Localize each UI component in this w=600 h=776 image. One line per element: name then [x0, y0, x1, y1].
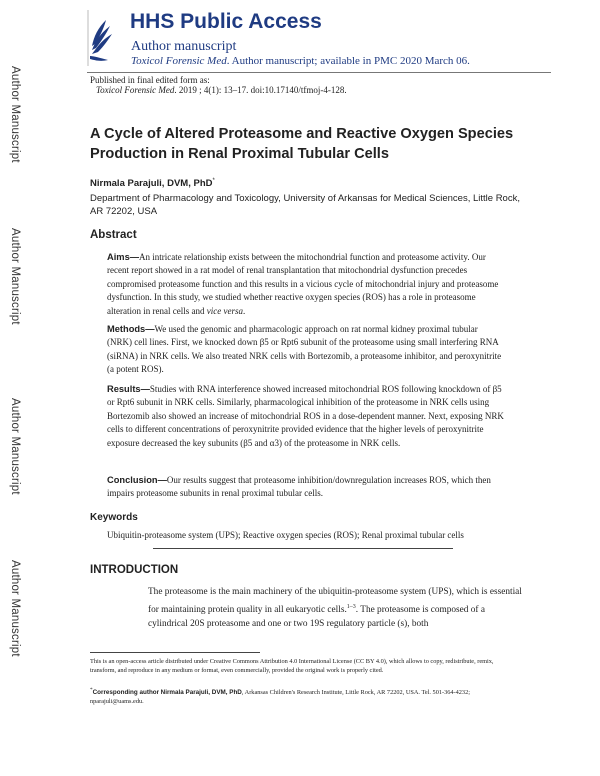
- methods-text: We used the genomic and pharmacologic approach on rat normal kidney proximal tubular (NRK) cell lines. First, we knocked down β5 or Rpt6 subunit of the proteasome using small interfering RNA (siRNA) in NRK cells. We also treated NRK cells with Bortezomib, a proteasome inhibitor, and peroxynitrite (a potent ROS).: [107, 324, 502, 375]
- introduction-paragraph: [148, 585, 524, 632]
- published-final-label: Published in final edited form as:: [90, 75, 210, 85]
- corresponding-label: Corresponding author: [92, 689, 160, 697]
- results-label: Results—: [107, 384, 150, 394]
- intro-ref: 1–3: [346, 603, 356, 610]
- keywords-text: Ubiquitin-proteasome system (UPS); Reactive oxygen species (ROS); Renal proximal tubular cells: [107, 530, 464, 540]
- corresponding-name: Nirmala Parajuli, DVM, PhD: [160, 689, 242, 697]
- sidebar-author-manuscript-1: Author Manuscript: [9, 66, 21, 163]
- availability-text: . Author manuscript; available in PMC 2020 March 06.: [226, 55, 470, 67]
- aims-label: Aims—: [107, 252, 140, 262]
- author-name: [90, 178, 215, 189]
- sidebar-author-manuscript-3: Author Manuscript: [9, 398, 21, 495]
- author-manuscript-label: Author manuscript: [131, 39, 237, 54]
- abstract-methods: [107, 323, 504, 377]
- introduction-heading: INTRODUCTION: [90, 564, 179, 576]
- aims-end: .: [242, 305, 246, 316]
- author-mark: *: [212, 178, 215, 184]
- abstract-results: [107, 383, 504, 450]
- methods-label: Methods—: [107, 324, 155, 334]
- intro-text-cont: . The proteasome is composed of a cylindrical 20S proteasome and one or two 19S regulatory particle (s), both: [148, 604, 485, 630]
- citation-journal: Toxicol Forensic Med: [96, 85, 175, 95]
- abstract-heading: Abstract: [90, 229, 137, 241]
- keywords-heading: Keywords: [90, 512, 138, 523]
- sidebar-author-manuscript-4: Author Manuscript: [9, 560, 21, 657]
- author-name-text: Nirmala Parajuli, DVM, PhD: [90, 178, 213, 190]
- corresponding-text: , Arkansas Children's Research Institute, Little Rock, AR 72202, USA. Tel. 501-364-4232; nparajuli@uams.edu.: [90, 689, 470, 705]
- results-text: Studies with RNA interference showed increased mitochondrial ROS following knockdown of β5 or Rpt6 subunit in NRK cells. Similarly, pharmacological inhibition of the proteasome in NRK cells using Bortezomib also showed an increase of mitochondrial ROS in a dose-dependent manner. Next, exposing NRK cells to different concentrations of peroxynitrite provided evidence that the higher levels of peroxynitrite exposure decreased the key subunits (β5 and α3) of the proteasome in NRK cells.: [107, 384, 504, 448]
- conclusion-label: Conclusion—: [107, 475, 167, 485]
- corresponding-mark: *: [90, 687, 93, 693]
- hhs-eagle-logo-icon: [68, 10, 120, 66]
- aims-italic: vice versa: [206, 305, 243, 316]
- citation-line: [96, 85, 347, 95]
- footnote-divider: [90, 652, 260, 653]
- corresponding-footnote: [90, 686, 520, 706]
- journal-name: Toxicol Forensic Med: [131, 55, 227, 67]
- header-divider: [87, 72, 551, 73]
- intro-text: The proteasome is the main machinery of the ubiquitin-proteasome system (UPS), which is essential for maintaining protein quality in all eukaryotic cells.: [148, 587, 522, 615]
- citation-details: . 2019 ; 4(1): 13–17. doi:10.17140/tfmoj-4-128.: [174, 85, 347, 95]
- article-title: A Cycle of Altered Proteasome and Reactive Oxygen Species Production in Renal Proximal Tubular Cells: [90, 126, 514, 162]
- journal-availability-line: [131, 55, 470, 67]
- conclusion-text: Our results suggest that proteasome inhibition/downregulation increases ROS, which then impairs proteasome subunits in renal proximal tubular cells.: [107, 475, 491, 499]
- sidebar-author-manuscript-2: Author Manuscript: [9, 228, 21, 325]
- author-affiliation: Department of Pharmacology and Toxicology, University of Arkansas for Medical Sciences, Little Rock, AR 72202, USA: [90, 193, 520, 217]
- keywords-divider: [153, 548, 453, 549]
- license-footnote: This is an open-access article distributed under Creative Commons Attribution 4.0 International License (CC BY 4.0), which allows to copy, redistribute, remix, transform, and reproduce in any medium or format, even commercially, provided the original work is properly cited.: [90, 658, 494, 674]
- aims-text: An intricate relationship exists between the mitochondrial function and proteasome activity. Our recent report showed in a rat model of renal transplantation that mitochondrial dysfunction precedes compromised proteasome function and this results in a vicious cycle of mitochondrial injury and proteasome dysfunction. In this study, we studied whether reactive oxygen species (ROS) has a role in proteasome alteration in renal cells and: [107, 252, 499, 316]
- abstract-aims: [107, 251, 504, 318]
- abstract-conclusion: [107, 474, 504, 501]
- hhs-public-access-title: HHS Public Access: [130, 10, 322, 33]
